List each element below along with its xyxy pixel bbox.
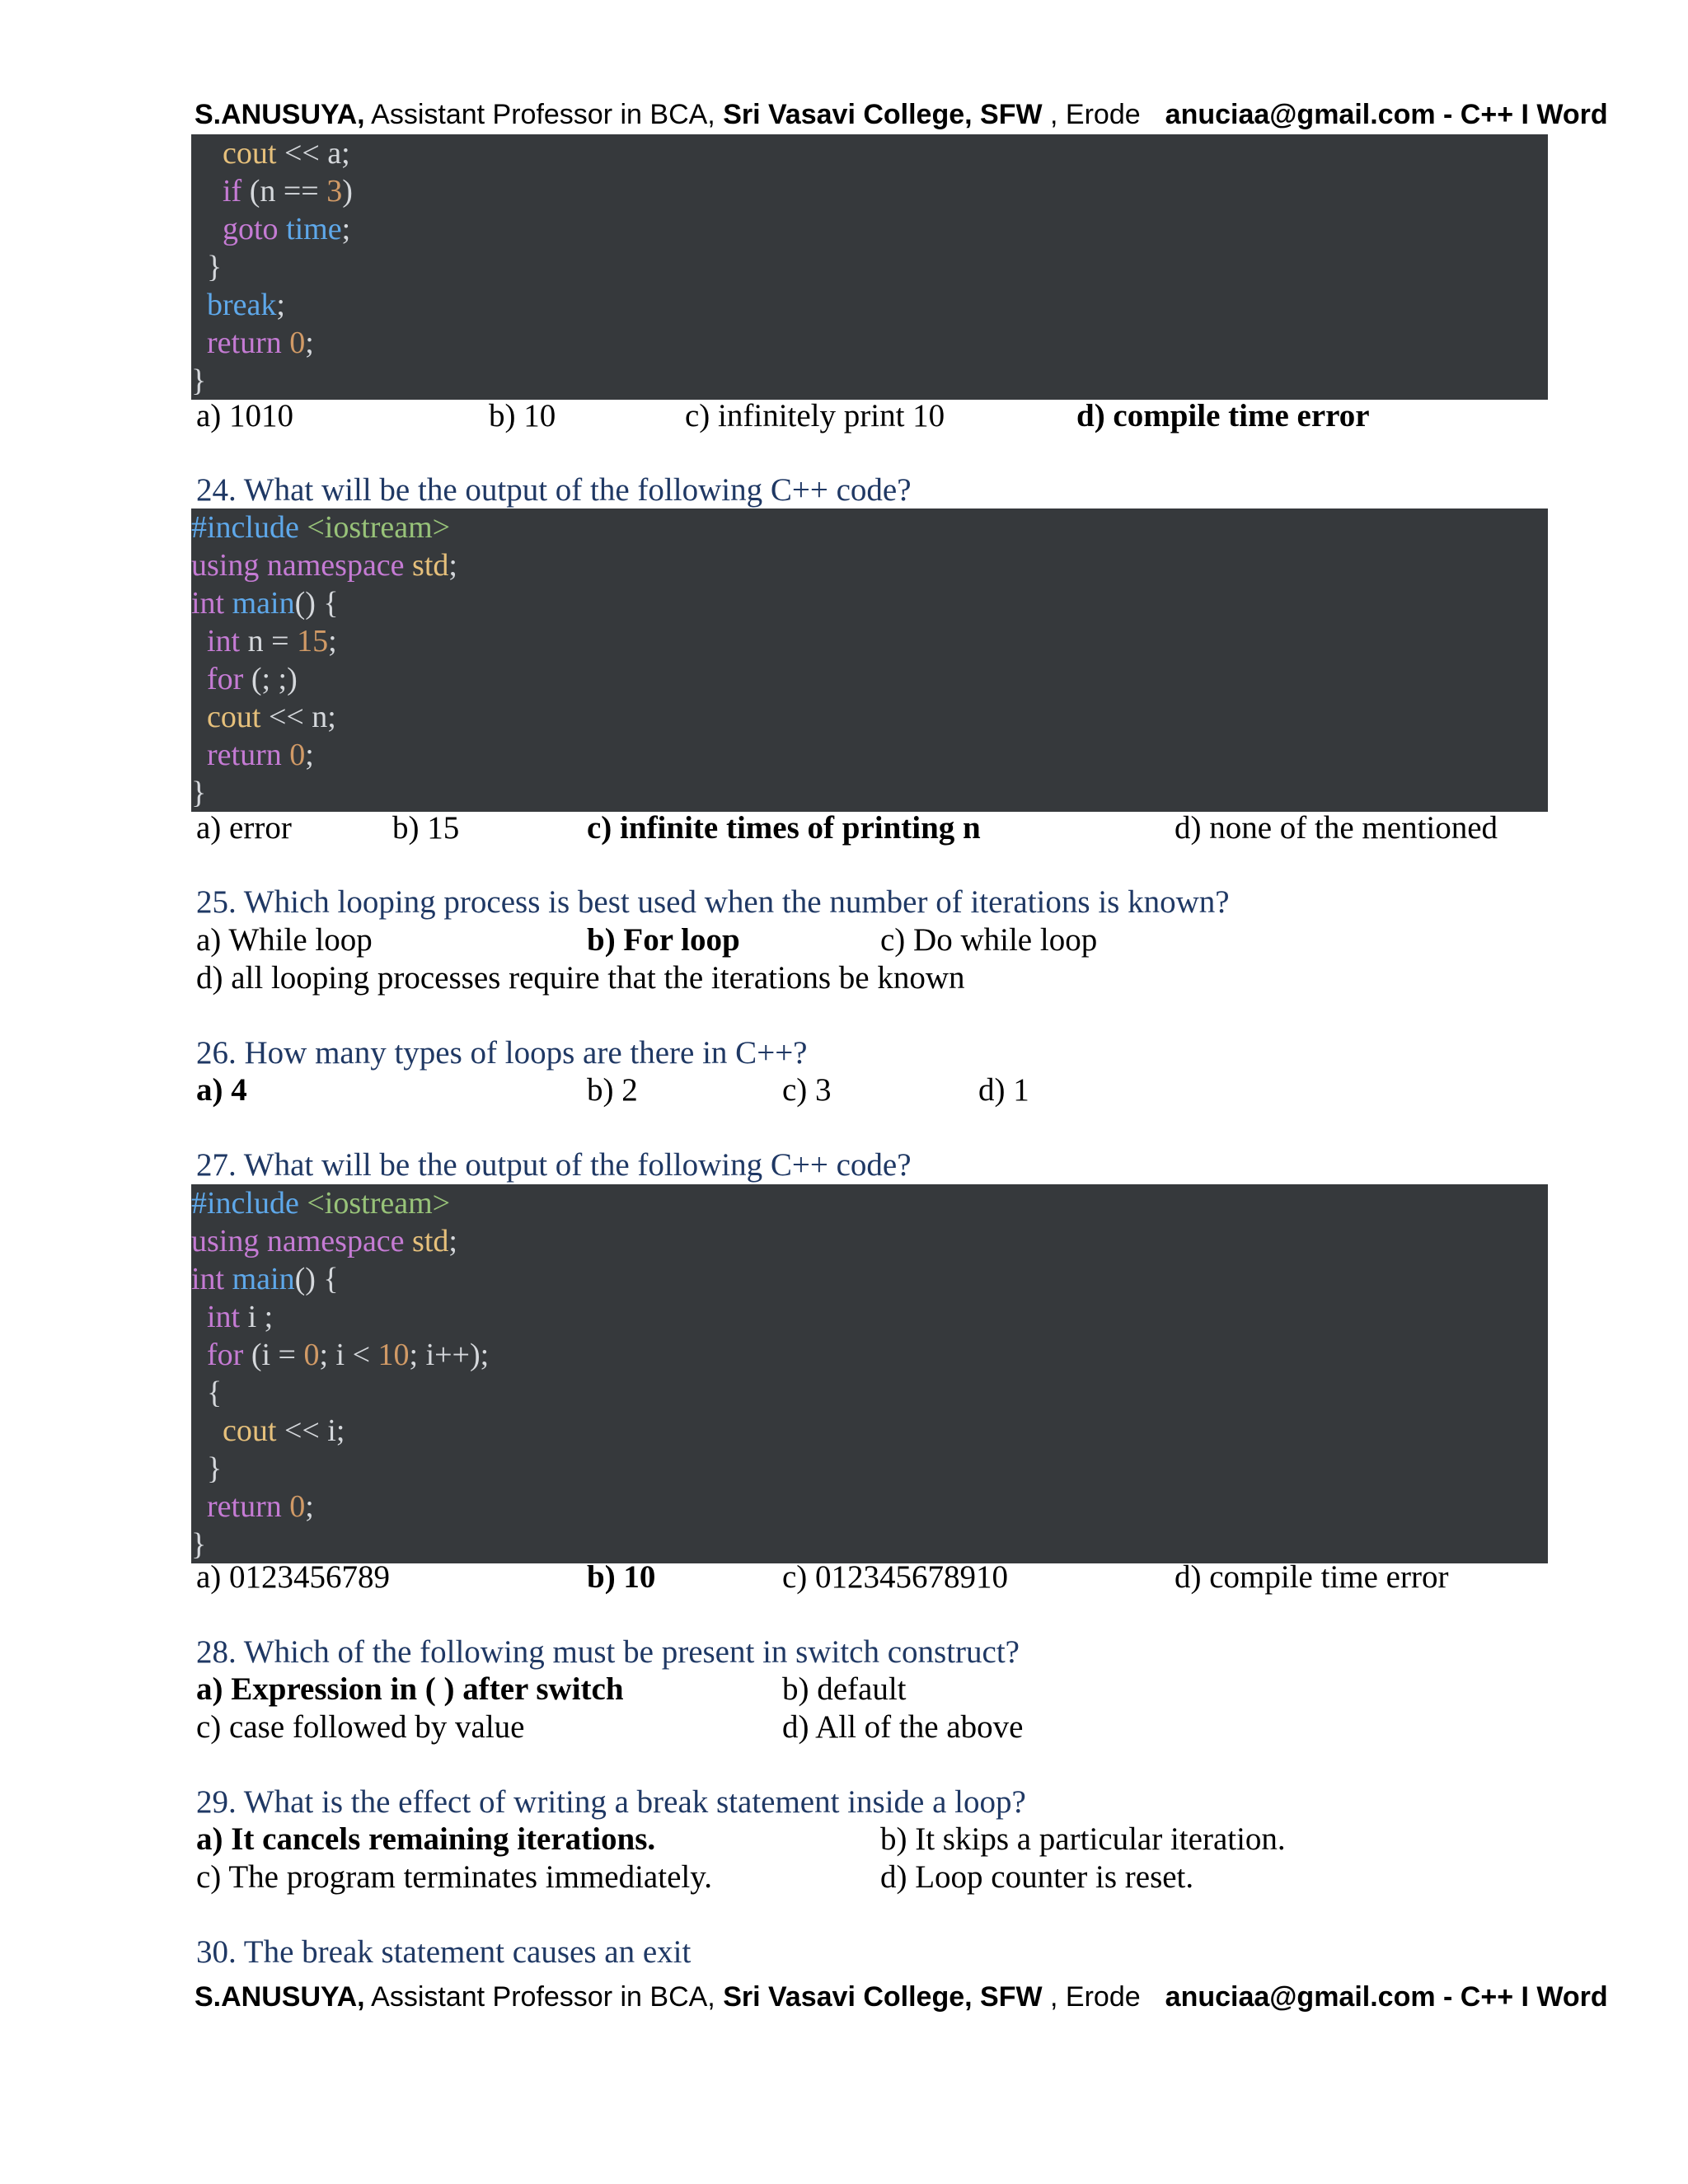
code-line	[191, 509, 1548, 546]
q23-option-d: d) compile time error	[1076, 398, 1370, 434]
code-line	[191, 660, 1548, 698]
code-token: break	[207, 288, 277, 322]
q28-option-d: d) All of the above	[782, 1709, 1024, 1745]
code-token: ;	[448, 1224, 457, 1258]
code-token: #include	[191, 1186, 299, 1221]
question-30: 30. The break statement causes an exit	[196, 1934, 692, 1970]
code-token: ; i++);	[409, 1338, 490, 1372]
q23-option-c: c) infinitely print 10	[685, 398, 945, 434]
code-token: }	[191, 250, 223, 284]
page-footer	[195, 1980, 1608, 2014]
code-token: }	[191, 776, 207, 810]
code-token: time	[286, 212, 342, 246]
q28-option-b: b) default	[782, 1671, 907, 1707]
code-token: int	[207, 624, 241, 658]
question-24: 24. What will be the output of the following C++ code?	[196, 472, 912, 508]
q29-option-b: b) It skips a particular iteration.	[880, 1821, 1286, 1857]
page-header	[195, 97, 1608, 132]
code-token	[191, 326, 207, 360]
code-token: using	[191, 1224, 260, 1258]
code-line	[191, 248, 1548, 286]
code-token	[191, 288, 207, 322]
question-25: 25. Which looping process is best used when the number of iterations is known?	[196, 884, 1230, 920]
code-line	[191, 134, 1548, 172]
code-token: main	[232, 1262, 295, 1296]
q25-option-d: d) all looping processes require that the iterations be known	[196, 960, 965, 996]
code-token: if	[223, 174, 242, 209]
q26-option-a: a) 4	[196, 1072, 247, 1108]
code-token: return	[207, 1489, 282, 1524]
q27-option-c: c) 012345678910	[782, 1559, 1009, 1595]
code-token	[191, 174, 223, 209]
code-token: << n;	[260, 700, 336, 734]
code-line	[191, 1298, 1548, 1336]
code-token: (i =	[243, 1338, 304, 1372]
code-token: (n ==	[241, 174, 327, 209]
q26-option-c: c) 3	[782, 1072, 832, 1108]
code-line	[191, 736, 1548, 774]
code-token: 0	[303, 1338, 320, 1372]
code-token: {	[191, 1376, 223, 1410]
question-26: 26. How many types of loops are there in C++?	[196, 1035, 808, 1071]
q23-option-b: b) 10	[489, 398, 556, 434]
code-line	[191, 362, 1548, 400]
code-token	[191, 136, 223, 171]
code-token: 3	[326, 174, 343, 209]
q24-option-c: c) infinite times of printing n	[587, 810, 981, 846]
code-token: 15	[297, 624, 329, 658]
question-27: 27. What will be the output of the following C++ code?	[196, 1147, 912, 1183]
code-token	[191, 1338, 207, 1372]
code-token: return	[207, 738, 282, 772]
code-token	[224, 1262, 232, 1296]
code-line	[191, 698, 1548, 736]
code-token: n =	[240, 624, 298, 658]
code-token: << a;	[276, 136, 350, 171]
code-token	[191, 738, 207, 772]
code-line	[191, 622, 1548, 660]
author-role: Assistant Professor in BCA,	[364, 99, 724, 130]
footer-author-name: S.ANUSUYA,	[195, 1981, 365, 2013]
code-token	[191, 1413, 223, 1448]
code-token: () {	[294, 1262, 339, 1296]
q28-option-c: c) case followed by value	[196, 1709, 525, 1745]
footer-author-role: Assistant Professor in BCA,	[364, 1981, 724, 2013]
q25-option-a: a) While loop	[196, 922, 373, 958]
code-line	[191, 324, 1548, 362]
code-line	[191, 1336, 1548, 1374]
q25-option-c: c) Do while loop	[880, 922, 1098, 958]
code-line	[191, 1260, 1548, 1298]
code-token: <iostream>	[307, 1186, 451, 1221]
q28-option-a: a) Expression in ( ) after switch	[196, 1671, 624, 1707]
code-token: namespace	[266, 548, 405, 583]
code-token: namespace	[266, 1224, 405, 1258]
code-token: ;	[305, 326, 314, 360]
code-token: return	[207, 326, 282, 360]
q27-option-b: b) 10	[587, 1559, 656, 1595]
code-token: main	[232, 586, 295, 621]
code-token: << i;	[276, 1413, 345, 1448]
q24-option-b: b) 15	[392, 810, 460, 846]
code-token	[191, 212, 223, 246]
code-token: for	[207, 662, 244, 696]
code-token: ;	[328, 624, 337, 658]
code-block-q24	[191, 509, 1548, 812]
code-token: () {	[294, 586, 339, 621]
code-token: }	[191, 363, 207, 398]
code-line	[191, 1374, 1548, 1412]
code-line	[191, 774, 1548, 812]
code-line	[191, 546, 1548, 584]
code-token	[405, 1224, 413, 1258]
code-token	[191, 1300, 207, 1334]
code-token	[282, 1489, 290, 1524]
footer-college-place: , Erode	[1042, 1981, 1141, 2013]
code-token	[191, 624, 207, 658]
q24-option-a: a) error	[196, 810, 292, 846]
code-token	[259, 1224, 267, 1258]
question-29: 29. What is the effect of writing a break statement inside a loop?	[196, 1784, 1026, 1820]
author-email: anuciaa@gmail.com - C++ I Word	[1165, 99, 1608, 130]
college-place: , Erode	[1042, 99, 1141, 130]
code-token: cout	[223, 1413, 277, 1448]
code-token: int	[191, 586, 225, 621]
code-token	[299, 510, 307, 545]
code-token: 0	[289, 738, 306, 772]
code-block-q27	[191, 1184, 1548, 1563]
footer-author-email: anuciaa@gmail.com - C++ I Word	[1165, 1981, 1608, 2013]
code-token: int	[191, 1262, 225, 1296]
code-line	[191, 1450, 1548, 1488]
code-block-q23	[191, 134, 1548, 400]
code-token	[299, 1186, 307, 1221]
code-token: #include	[191, 510, 299, 545]
code-line	[191, 584, 1548, 622]
code-token: 0	[289, 326, 306, 360]
code-token: ; i <	[319, 1338, 378, 1372]
code-token	[405, 548, 413, 583]
q24-option-d: d) none of the mentioned	[1175, 810, 1498, 846]
code-line	[191, 1488, 1548, 1526]
code-token	[224, 586, 232, 621]
code-token: using	[191, 548, 260, 583]
code-token	[282, 326, 290, 360]
code-token: cout	[223, 136, 277, 171]
code-token: int	[207, 1300, 241, 1334]
code-line	[191, 172, 1548, 210]
code-token: ;	[305, 1489, 314, 1524]
author-name: S.ANUSUYA,	[195, 99, 365, 130]
q29-option-c: c) The program terminates immediately.	[196, 1859, 712, 1895]
college-name: Sri Vasavi College, SFW	[723, 99, 1043, 130]
code-token: ;	[305, 738, 314, 772]
q29-option-a: a) It cancels remaining iterations.	[196, 1821, 656, 1857]
q25-option-b: b) For loop	[587, 922, 740, 958]
footer-college-name: Sri Vasavi College, SFW	[723, 1981, 1043, 2013]
code-token	[259, 548, 267, 583]
q27-option-d: d) compile time error	[1175, 1559, 1449, 1595]
q27-option-a: a) 0123456789	[196, 1559, 391, 1595]
code-token	[279, 212, 287, 246]
code-token: cout	[207, 700, 261, 734]
code-token: for	[207, 1338, 244, 1372]
code-line	[191, 1184, 1548, 1222]
code-token: <iostream>	[307, 510, 451, 545]
code-token: ;	[341, 212, 351, 246]
code-token: }	[191, 1451, 223, 1486]
code-line	[191, 1222, 1548, 1260]
code-token: 0	[289, 1489, 306, 1524]
code-token	[191, 662, 207, 696]
code-line	[191, 286, 1548, 324]
code-token: )	[342, 174, 353, 209]
code-token	[191, 1489, 207, 1524]
q23-option-a: a) 1010	[196, 398, 294, 434]
code-token: std	[412, 1224, 449, 1258]
code-token: ;	[448, 548, 457, 583]
q26-option-b: b) 2	[587, 1072, 638, 1108]
question-28: 28. Which of the following must be present in switch construct?	[196, 1634, 1020, 1670]
code-line	[191, 210, 1548, 248]
code-token: }	[191, 1527, 207, 1562]
code-token: goto	[223, 212, 279, 246]
q26-option-d: d) 1	[978, 1072, 1029, 1108]
code-token: ;	[276, 288, 285, 322]
code-token: (; ;)	[243, 662, 298, 696]
code-line	[191, 1412, 1548, 1450]
code-token: i ;	[240, 1300, 274, 1334]
code-token	[282, 738, 290, 772]
code-token: std	[412, 548, 449, 583]
code-token: 10	[377, 1338, 410, 1372]
code-token	[191, 700, 207, 734]
q29-option-d: d) Loop counter is reset.	[880, 1859, 1194, 1895]
